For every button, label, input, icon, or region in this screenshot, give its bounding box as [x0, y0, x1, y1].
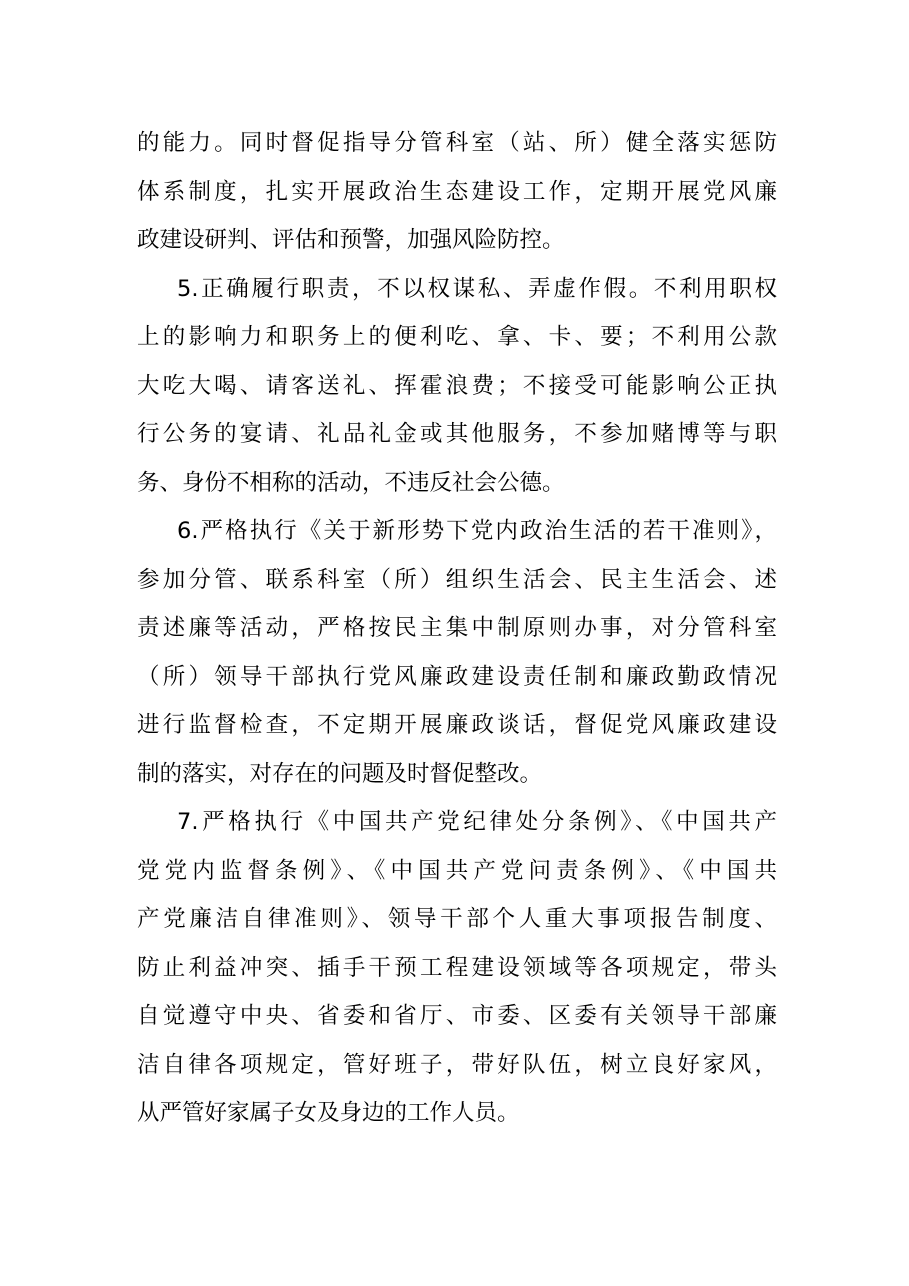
- text-line: 党党内监督条例》、《中国共产党问责条例》、《中国共: [137, 857, 777, 884]
- text-line: 务、身份不相称的活动，不违反社会公德。: [137, 469, 565, 496]
- text-line: 的能力。同时督促指导分管科室（站、所）健全落实惩防: [137, 130, 777, 156]
- text-line: （所）领导干部执行党风廉政建设责任制和廉政勤政情况: [137, 663, 777, 690]
- text-line: 上的影响力和职务上的便利吃、拿、卡、要；不利用公款: [137, 324, 777, 350]
- text-line: 制的落实，对存在的问题及时督促整改。: [137, 760, 543, 787]
- text-line: 行公务的宴请、礼品礼金或其他服务，不参加赌博等与职: [137, 421, 777, 447]
- text-line: 政建设研判、评估和预警，加强风险防控。: [137, 227, 565, 253]
- body-text: [137, 119, 777, 1138]
- text-line: 产党廉洁自律准则》、领导干部个人重大事项报告制度、: [137, 906, 777, 932]
- text-line: 5.正确履行职责，不以权谋私、弄虚作假。不利用职权: [177, 275, 777, 302]
- text-line: 洁自律各项规定，管好班子，带好队伍，树立良好家风，: [137, 1051, 777, 1078]
- text-line: 进行监督检查，不定期开展廉政谈话，督促党风廉政建设: [137, 712, 777, 738]
- text-line: 体系制度，扎实开展政治生态建设工作，定期开展党风廉: [137, 178, 777, 205]
- text-line: 从严管好家属子女及身边的工作人员。: [137, 1100, 520, 1126]
- text-line: 大吃大喝、请客送礼、挥霍浪费；不接受可能影响公正执: [137, 372, 777, 399]
- text-line: 自觉遵守中央、省委和省厅、市委、区委有关领导干部廉: [137, 1003, 777, 1029]
- text-line: 防止利益冲突、插手干预工程建设领域等各项规定，带头: [137, 954, 777, 981]
- text-line: 责述廉等活动，严格按民主集中制原则办事，对分管科室: [137, 615, 777, 641]
- text-line: 参加分管、联系科室（所）组织生活会、民主生活会、述: [137, 566, 777, 593]
- text-line: 7.严格执行《中国共产党纪律处分条例》、《中国共产: [177, 809, 777, 835]
- text-line: 6.严格执行《关于新形势下党内政治生活的若干准则》，: [177, 518, 777, 544]
